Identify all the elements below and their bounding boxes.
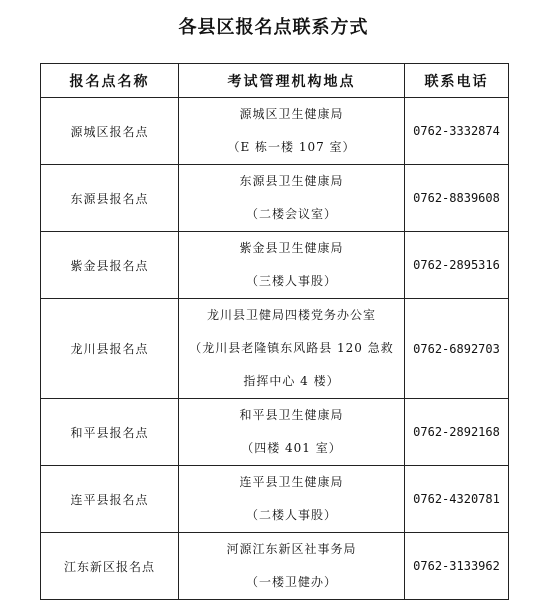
- address-line: （一楼卫健办）: [245, 575, 337, 589]
- table-row: [41, 165, 509, 232]
- address-line: 源城区卫生健康局: [239, 107, 344, 121]
- exam-office-address: [179, 98, 405, 165]
- contact-phone: 0762-4320781: [405, 466, 509, 533]
- table-row: [41, 299, 509, 399]
- table-row: [41, 466, 509, 533]
- address-line: （E 栋一楼 107 室）: [227, 140, 356, 154]
- address-line: （三楼人事股）: [245, 274, 337, 288]
- contact-phone: 0762-2892168: [405, 399, 509, 466]
- column-header-phone: 联系电话: [405, 64, 509, 98]
- table-row: [41, 399, 509, 466]
- table-row: [41, 533, 509, 600]
- table-row: [41, 232, 509, 299]
- page-title: 各县区报名点联系方式: [178, 17, 369, 38]
- contact-phone: 0762-2895316: [405, 232, 509, 299]
- exam-office-address: [179, 299, 405, 399]
- registration-point-name: 源城区报名点: [41, 98, 179, 165]
- contact-table: [40, 63, 509, 600]
- registration-point-name: 江东新区报名点: [41, 533, 179, 600]
- table-header-row: [41, 64, 509, 98]
- table-row: [41, 98, 509, 165]
- address-line: 龙川县卫健局四楼党务办公室: [206, 308, 376, 322]
- exam-office-address: [179, 232, 405, 299]
- registration-point-name: 龙川县报名点: [41, 299, 179, 399]
- exam-office-address: [179, 466, 405, 533]
- registration-point-name: 东源县报名点: [41, 165, 179, 232]
- address-line: （二楼会议室）: [245, 207, 337, 221]
- exam-office-address: [179, 533, 405, 600]
- address-line: 河源江东新区社事务局: [226, 542, 357, 556]
- registration-point-name: 连平县报名点: [41, 466, 179, 533]
- address-line: 东源县卫生健康局: [239, 174, 344, 188]
- contact-phone: 0762-8839608: [405, 165, 509, 232]
- registration-point-name: 紫金县报名点: [41, 232, 179, 299]
- address-line: 和平县卫生健康局: [239, 408, 344, 422]
- column-header-address: 考试管理机构地点: [179, 64, 405, 98]
- address-line: 紫金县卫生健康局: [239, 241, 344, 255]
- exam-office-address: [179, 165, 405, 232]
- contact-phone: 0762-6892703: [405, 299, 509, 399]
- address-line: （四楼 401 室）: [241, 441, 342, 455]
- address-line: （二楼人事股）: [245, 508, 337, 522]
- column-header-name: 报名点名称: [41, 64, 179, 98]
- contact-phone: 0762-3332874: [405, 98, 509, 165]
- address-line: 连平县卫生健康局: [239, 475, 344, 489]
- address-line: 指挥中心 4 楼）: [243, 374, 340, 388]
- registration-point-name: 和平县报名点: [41, 399, 179, 466]
- contact-phone: 0762-3133962: [405, 533, 509, 600]
- address-line: （龙川县老隆镇东风路县 120 急救: [189, 341, 394, 355]
- exam-office-address: [179, 399, 405, 466]
